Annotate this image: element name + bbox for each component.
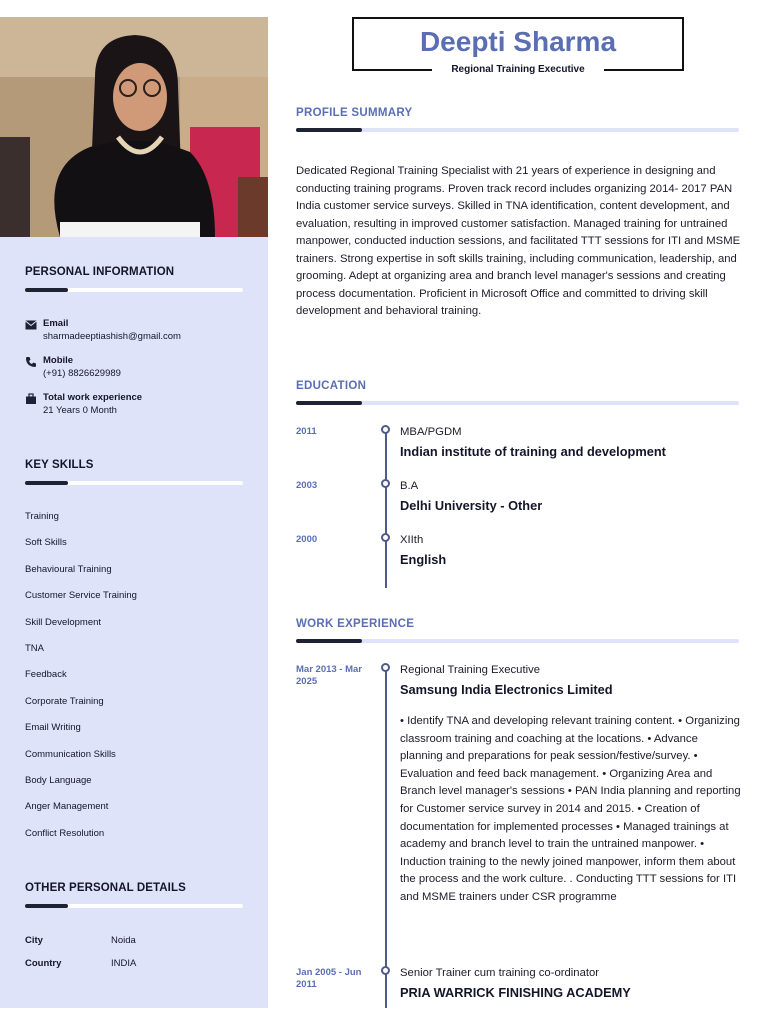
skill-item: Customer Service Training xyxy=(25,590,137,602)
skill-item: Training xyxy=(25,511,59,522)
skill-item: Conflict Resolution xyxy=(25,827,105,839)
skill-item: Skill Development xyxy=(25,616,102,628)
key-skills-divider xyxy=(25,481,243,485)
work-description: • Identify TNA and developing relevant training content. • Organizing classroom training and coaching at the locations. • Advance planning and preparations for peak session/festive/survey. • Evaluation and feed back management. • Organizing Area and Branch level manager's sessions • PAN India planning and reporting for Customer service survey in 2014 and 2015. • Creation of documentation for implemented processes • Managed trainings at academy and branch level to train the untrained manpower. • Induction training to the newly joined manpower, inform them about the process and the work culture. . Conducting TTT sessions for ITI and MSME trainers under CSR programme xyxy=(400,715,741,903)
skill-item: TNA xyxy=(25,642,44,654)
experience-item xyxy=(25,392,245,418)
profile-photo xyxy=(0,17,268,237)
city-row xyxy=(25,935,245,947)
timeline-dot xyxy=(381,663,390,672)
mobile-value[interactable]: (+91) 8826629989 xyxy=(43,368,121,379)
education-divider xyxy=(296,401,739,405)
work-experience-heading: WORK EXPERIENCE xyxy=(296,618,415,630)
timeline-dot xyxy=(381,966,390,975)
mobile-item xyxy=(25,355,245,381)
phone-icon xyxy=(25,356,37,368)
personal-info-heading: PERSONAL INFORMATION xyxy=(25,266,175,278)
education-institute: Indian institute of training and development xyxy=(400,444,666,459)
country-label: Country xyxy=(25,958,62,969)
timeline-dot xyxy=(381,479,390,488)
key-skills-heading: KEY SKILLS xyxy=(25,459,94,471)
education-year: 2011 xyxy=(296,426,317,437)
country-row xyxy=(25,958,245,970)
country-value: INDIA xyxy=(111,958,137,969)
profile-summary-text: Dedicated Regional Training Specialist with 21 years of experience in designing and conducting training programs. Proven track record includes organizing 2014- 2017 PAN India customer service surveys. Skilled in TNA identification, content development, and evaluation, resulting in improved customer satisfaction. Managed training for untrained manpower, conducted induction sessions, and facilitated TTT sessions for ITI and MSME trainers. Strong expertise in soft skills training, including communication, leadership, and grooming. Adept at organizing area and branch level manager's sessions and creating process documentation. Proficient in Microsoft Office and committed to driving skill development and behavioral training. xyxy=(296,165,741,317)
mobile-label: Mobile xyxy=(43,355,74,366)
sidebar xyxy=(0,17,268,1008)
education-degree: MBA/PGDM xyxy=(400,426,462,438)
email-item xyxy=(25,318,245,344)
education-year: 2000 xyxy=(296,534,318,545)
skill-item: Anger Management xyxy=(25,801,109,813)
job-title: Regional Training Executive xyxy=(432,62,604,77)
timeline-dot xyxy=(381,425,390,434)
skill-item: Soft Skills xyxy=(25,537,67,549)
education-degree: XIIth xyxy=(400,534,424,546)
work-company: PRIA WARRICK FINISHING ACADEMY xyxy=(400,985,631,1000)
work-dates: Jan 2005 - Jun 2011 xyxy=(296,967,362,990)
skill-item: Feedback xyxy=(25,669,67,681)
profile-summary-divider xyxy=(296,128,739,132)
work-dates: Mar 2013 - Mar 2025 xyxy=(296,664,363,687)
work-experience-divider xyxy=(296,639,739,643)
education-institute: Delhi University - Other xyxy=(400,498,543,513)
skill-item: Corporate Training xyxy=(25,695,104,707)
education-year: 2003 xyxy=(296,480,318,491)
work-role: Senior Trainer cum training co-ordinator xyxy=(400,967,600,979)
experience-value: 21 Years 0 Month xyxy=(43,405,117,416)
skill-item: Communication Skills xyxy=(25,748,116,760)
other-details-heading: OTHER PERSONAL DETAILS xyxy=(25,882,186,894)
city-value: Noida xyxy=(111,935,136,946)
timeline-dot xyxy=(381,533,390,542)
education-timeline xyxy=(385,430,387,588)
education-heading: EDUCATION xyxy=(296,380,367,392)
experience-label: Total work experience xyxy=(43,392,143,403)
candidate-name: Deepti Sharma xyxy=(419,26,617,57)
education-institute: English xyxy=(400,552,447,567)
skill-item: Email Writing xyxy=(25,722,81,734)
city-label: City xyxy=(25,935,43,946)
skill-item: Body Language xyxy=(25,774,92,786)
work-company: Samsung India Electronics Limited xyxy=(400,682,613,697)
email-icon xyxy=(25,319,37,331)
briefcase-icon xyxy=(25,393,37,405)
other-details-divider xyxy=(25,904,243,908)
profile-summary-heading: PROFILE SUMMARY xyxy=(296,107,413,119)
work-timeline xyxy=(385,668,387,1008)
personal-info-divider xyxy=(25,288,243,292)
work-role: Regional Training Executive xyxy=(400,664,541,676)
email-label: Email xyxy=(43,318,69,329)
skills-list xyxy=(25,511,137,854)
email-value[interactable]: sharmadeeptiashish@gmail.com xyxy=(43,331,181,342)
education-degree: B.A xyxy=(400,480,419,492)
skill-item: Behavioural Training xyxy=(25,563,112,575)
